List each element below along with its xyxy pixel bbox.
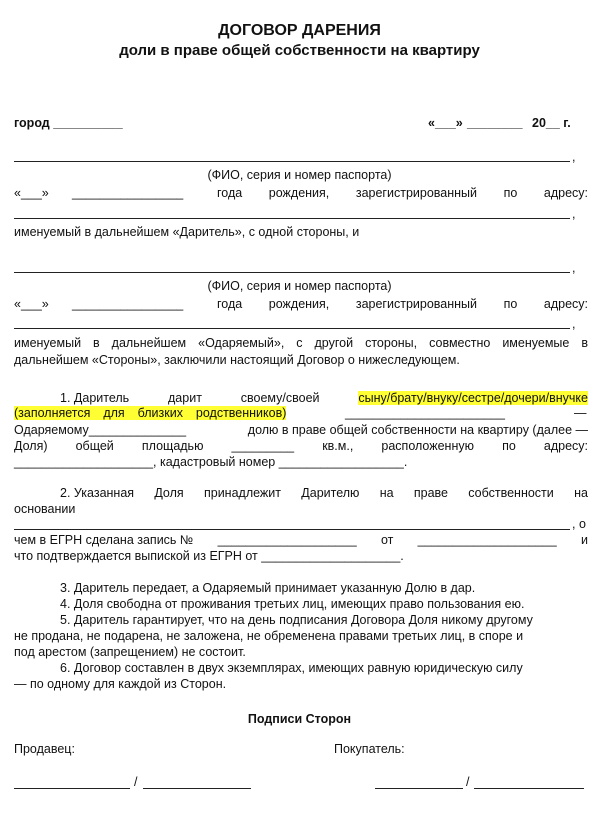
party1-fio-comma: , xyxy=(572,150,576,164)
word: Дарителю xyxy=(301,486,360,500)
buyer-signature-line xyxy=(375,788,463,789)
word: своему/своей xyxy=(240,391,320,405)
buyer-label: Покупатель: xyxy=(334,742,405,756)
buyer-slash: / xyxy=(466,775,470,789)
clause2-line4 xyxy=(14,533,588,547)
clause1-line3 xyxy=(14,423,588,437)
clause2-line2: основании xyxy=(14,502,76,516)
word: именуемый xyxy=(14,336,82,350)
clause6-line1: 6. Договор составлен в двух экземплярах, имеющих равную юридическую силу xyxy=(60,661,523,675)
seller-name-line xyxy=(143,788,251,789)
clause1-dash: — xyxy=(574,406,587,420)
word: 1. Даритель xyxy=(60,391,130,405)
word: года xyxy=(217,297,243,311)
clause5-line2: не продана, не подарена, не заложена, не обременена правами третьих лиц, в споре и xyxy=(14,629,524,643)
party1-fio-caption: (ФИО, серия и номер паспорта) xyxy=(207,168,392,182)
word: 2. Указанная xyxy=(60,486,135,500)
relatives-note-highlight: (заполняется для близких родственников) xyxy=(14,406,287,420)
word: совместно xyxy=(429,336,491,350)
clause4: 4. Доля свободна от проживания третьих лиц, имеющих право пользования ею. xyxy=(60,597,525,611)
party2-birth-day: «___» xyxy=(14,297,49,311)
seller-slash: / xyxy=(134,775,138,789)
party2-address-comma: , xyxy=(572,317,576,331)
word: и xyxy=(581,533,588,547)
word: долю в праве общей собственности на квартиру (далее — xyxy=(247,423,588,437)
party2-address-words xyxy=(217,297,588,311)
party1-address-words xyxy=(217,186,588,200)
document-subtitle: доли в праве общей собственности на квартиру xyxy=(119,42,480,59)
party1-birth-line: ________________ xyxy=(72,186,184,200)
clause1-line4 xyxy=(14,439,588,453)
word: площадью xyxy=(141,439,204,453)
date-year: 20__ г. xyxy=(532,116,571,130)
word: другой xyxy=(314,336,354,350)
word: кв.м., xyxy=(322,439,354,453)
clause6-line2: — по одному для каждой из Сторон. xyxy=(14,677,227,691)
clause2-line1 xyxy=(60,486,588,500)
word: на xyxy=(379,486,394,500)
word: от xyxy=(380,533,394,547)
word: именуемые xyxy=(502,336,570,350)
word: адресу: xyxy=(543,297,588,311)
word: «Одаряемый», xyxy=(198,336,285,350)
relatives-highlight: сыну/брату/внуку/сестре/дочери/внучке xyxy=(358,391,588,405)
party1-address-line xyxy=(14,218,570,219)
party2-named-line1 xyxy=(14,336,588,350)
city-field: город __________ xyxy=(14,116,123,130)
word: праве xyxy=(413,486,448,500)
clause1-line1 xyxy=(60,391,588,405)
word: по xyxy=(503,186,518,200)
clause2-basis-line xyxy=(14,529,570,530)
word: по xyxy=(502,439,516,453)
party2-fio-line xyxy=(14,272,570,273)
party1-address-comma: , xyxy=(572,207,576,221)
clause1-recipient-line: _______________________ xyxy=(345,406,505,420)
party2-fio-comma: , xyxy=(572,261,576,275)
party1-fio-line xyxy=(14,161,570,162)
word: стороны, xyxy=(365,336,418,350)
word: Одаряемому______________ xyxy=(14,423,187,437)
party1-birth-day: «___» xyxy=(14,186,49,200)
clause1-line5: ____________________, кадастровый номер __________________. xyxy=(14,455,408,469)
seller-label: Продавец: xyxy=(14,742,75,756)
word: рождения, xyxy=(268,186,330,200)
clause2-line5: что подтверждается выпиской из ЕГРН от ____________________. xyxy=(14,549,404,563)
buyer-name-line xyxy=(474,788,584,789)
word: общей xyxy=(75,439,114,453)
word: принадлежит xyxy=(203,486,281,500)
word: ____________________ xyxy=(417,533,557,547)
word: с xyxy=(296,336,303,350)
clause5-line3: под арестом (запрещением) не состоит. xyxy=(14,645,246,659)
party2-birth-line: ________________ xyxy=(72,297,184,311)
word: адресу: xyxy=(543,439,588,453)
word: дарит xyxy=(168,391,202,405)
date-month: ________ xyxy=(467,116,523,130)
clause2-line3-end: , о xyxy=(572,517,586,531)
word: Доля xyxy=(154,486,184,500)
word: дальнейшем xyxy=(111,336,187,350)
word: года xyxy=(217,186,243,200)
document-title: ДОГОВОР ДАРЕНИЯ xyxy=(218,22,381,39)
clause3: 3. Даритель передает, а Одаряемый принимает указанную Долю в дар. xyxy=(60,581,476,595)
word: расположенную xyxy=(381,439,474,453)
word: собственности xyxy=(468,486,554,500)
party2-address-line xyxy=(14,328,570,329)
party2-named-line2: дальнейшем «Стороны», заключили настоящий Договор о нижеследующем. xyxy=(14,353,460,367)
word: рождения, xyxy=(268,297,330,311)
word: адресу: xyxy=(543,186,588,200)
word: зарегистрированный xyxy=(355,297,478,311)
seller-signature-line xyxy=(14,788,130,789)
word: Доля) xyxy=(14,439,48,453)
date-day: «___» xyxy=(428,116,463,130)
clause5-line1: 5. Даритель гарантирует, что на день подписания Договора Доля никому другому xyxy=(60,613,533,627)
party1-named: именуемый в дальнейшем «Даритель», с одной стороны, и xyxy=(14,225,360,239)
word: зарегистрированный xyxy=(355,186,478,200)
word: в xyxy=(581,336,588,350)
word: на xyxy=(574,486,588,500)
word: чем в ЕГРН сделана запись № xyxy=(14,533,194,547)
party2-fio-caption: (ФИО, серия и номер паспорта) xyxy=(207,279,392,293)
word: _________ xyxy=(231,439,295,453)
signatures-heading: Подписи Сторон xyxy=(247,712,352,726)
word: в xyxy=(93,336,100,350)
word: по xyxy=(503,297,518,311)
word: ____________________ xyxy=(217,533,357,547)
